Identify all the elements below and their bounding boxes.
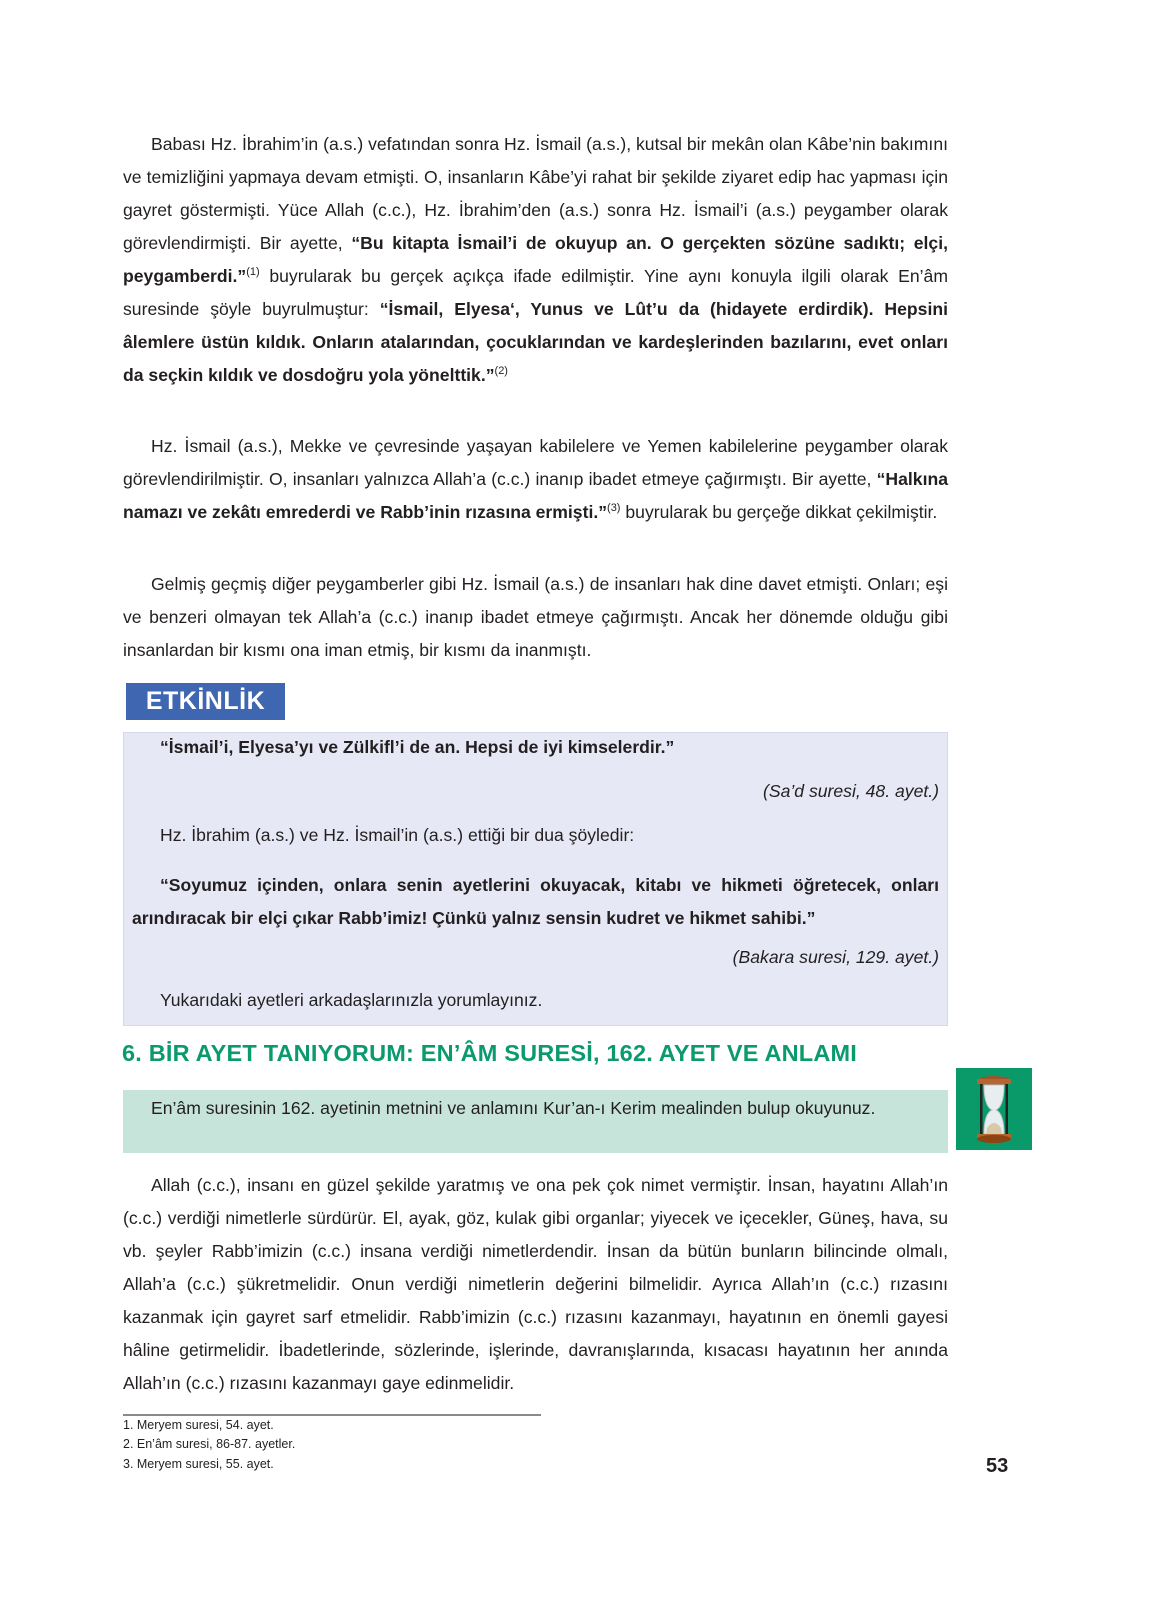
text-segment: Hz. İsmail (a.s.), Mekke ve çevresinde yaşayan kabilelere ve Yemen kabilelerine peygamber olarak görevlendirilmiştir. O, insanları yalnızca Allah’a (c.c.) inanıp ibadet etmeye çağırmıştı. Bir ayette, [123, 436, 948, 489]
paragraph-1 [123, 128, 948, 392]
etkinlik-reference-1: (Sa’d suresi, 48. ayet.) [762, 781, 939, 801]
paragraph-3 [123, 568, 948, 667]
paragraph-2 [123, 430, 948, 529]
hourglass-icon [956, 1068, 1032, 1150]
footnote-ref: (2) [494, 365, 508, 377]
task-box [123, 1090, 948, 1153]
footnote-3: 3. Meryem suresi, 55. ayet. [123, 1457, 274, 1471]
verse-quote: “İsmail, Elyesa‘, Yunus ve Lût’u da (hidayete erdirdik). Hepsini âlemlere üstün kıldık. Onların atalarından, çocuklarından ve kardeşlerinden bazılarını, evet onları da seçkin kıldık ve dosdoğru yola yönelttik.” [123, 299, 948, 385]
footnote-divider [123, 1414, 541, 1416]
page-number: 53 [986, 1455, 1009, 1477]
etkinlik-intro: Hz. İbrahim (a.s.) ve Hz. İsmail’in (a.s.) ettiği bir dua şöyledir: [160, 825, 635, 845]
etkinlik-box [123, 732, 948, 1026]
etkinlik-reference-2: (Bakara suresi, 129. ayet.) [732, 947, 939, 967]
etkinlik-quote-2: “Soyumuz içinden, onlara senin ayetlerini okuyacak, kitabı ve hikmeti öğretecek, onları arındıracak bir elçi çıkar Rabb’imiz! Çünkü yalnız sensin kudret ve hikmet sahibi.” [132, 875, 939, 928]
text-segment: buyrularak bu gerçeğe dikkat çekilmiştir. [620, 502, 938, 522]
text-segment: Allah (c.c.), insanı en güzel şekilde yaratmış ve ona pek çok nimet vermiştir. İnsan, hayatını Allah’ın (c.c.) verdiği nimetlerle sürdürür. El, ayak, göz, kulak gibi organlar; yiyecek ve içecekler, Güneş, hava, su vb. şeyler Rabb’imizin (c.c.) insana verdiği nimetlerdendir. İnsan da bütün bunların bilincinde olmalı, Allah’a (c.c.) şükretmelidir. Onun verdiği nimetlerin değerini bilmelidir. Ayrıca Allah’ın (c.c.) rızasını kazanmak için gayret sarf etmelidir. Rabb’imizin (c.c.) rızasını kazanmayı, hayatının en önemli gayesi hâline getirmelidir. İbadetlerinde, sözlerinde, işlerinde, davranışlarında, kısacası hayatının her anında Allah’ın (c.c.) rızasını kazanmayı gaye edinmelidir. [123, 1175, 948, 1393]
paragraph-4 [123, 1169, 948, 1400]
etkinlik-task: Yukarıdaki ayetleri arkadaşlarınızla yorumlayınız. [160, 990, 543, 1010]
footnote-2: 2. En’âm suresi, 86-87. ayetler. [123, 1437, 296, 1451]
task-text: En’âm suresinin 162. ayetinin metnini ve anlamını Kur’an-ı Kerim mealinden bulup okuyunuz. [151, 1098, 876, 1118]
footnote-1: 1. Meryem suresi, 54. ayet. [123, 1418, 274, 1432]
text-segment: Gelmiş geçmiş diğer peygamberler gibi Hz. İsmail (a.s.) de insanları hak dine davet etmişti. Onları; eşi ve benzeri olmayan tek Allah’a (c.c.) inanıp ibadet etmeye çağırmıştı. Ancak her dönemde olduğu gibi insanlardan bir kısmı ona iman etmiş, bir kısmı da inanmıştı. [123, 574, 948, 660]
text-segment: Babası Hz. İbrahim’in (a.s.) vefatından sonra Hz. İsmail (a.s.), kutsal bir mekân olan Kâbe’nin bakımını ve temizliğini yapmaya devam etmişti. O, insanların Kâbe’yi rahat bir şekilde ziyaret edip hac yapması için gayret göstermişti. Yüce Allah (c.c.), Hz. İbrahim’den (a.s.) sonra Hz. İsmail’i (a.s.) peygamber olarak görevlendirmişti. Bir ayette, [123, 134, 948, 253]
verse-quote: “Halkına namazı ve zekâtı emrederdi ve Rabb’inin rızasına ermişti.” [123, 469, 948, 522]
etkinlik-quote-1: “İsmail’i, Elyesa’yı ve Zülkifl’i de an. Hepsi de iyi kimselerdir.” [160, 737, 675, 757]
footnote-ref: (3) [607, 502, 621, 514]
text-segment: buyrularak bu gerçek açıkça ifade edilmiştir. Yine aynı konuyla ilgili olarak En’âm suresinde şöyle buyrulmuştur: [123, 266, 948, 319]
verse-quote: “Bu kitapta İsmail’i de okuyup an. O gerçekten sözüne sadıktı; elçi, peygamberdi.” [123, 233, 948, 286]
footnote-ref: (1) [246, 266, 260, 278]
section-heading: 6. BİR AYET TANIYORUM: EN’ÂM SURESİ, 162. AYET VE ANLAMI [122, 1040, 858, 1066]
etkinlik-label: ETKİNLİK [126, 683, 285, 720]
